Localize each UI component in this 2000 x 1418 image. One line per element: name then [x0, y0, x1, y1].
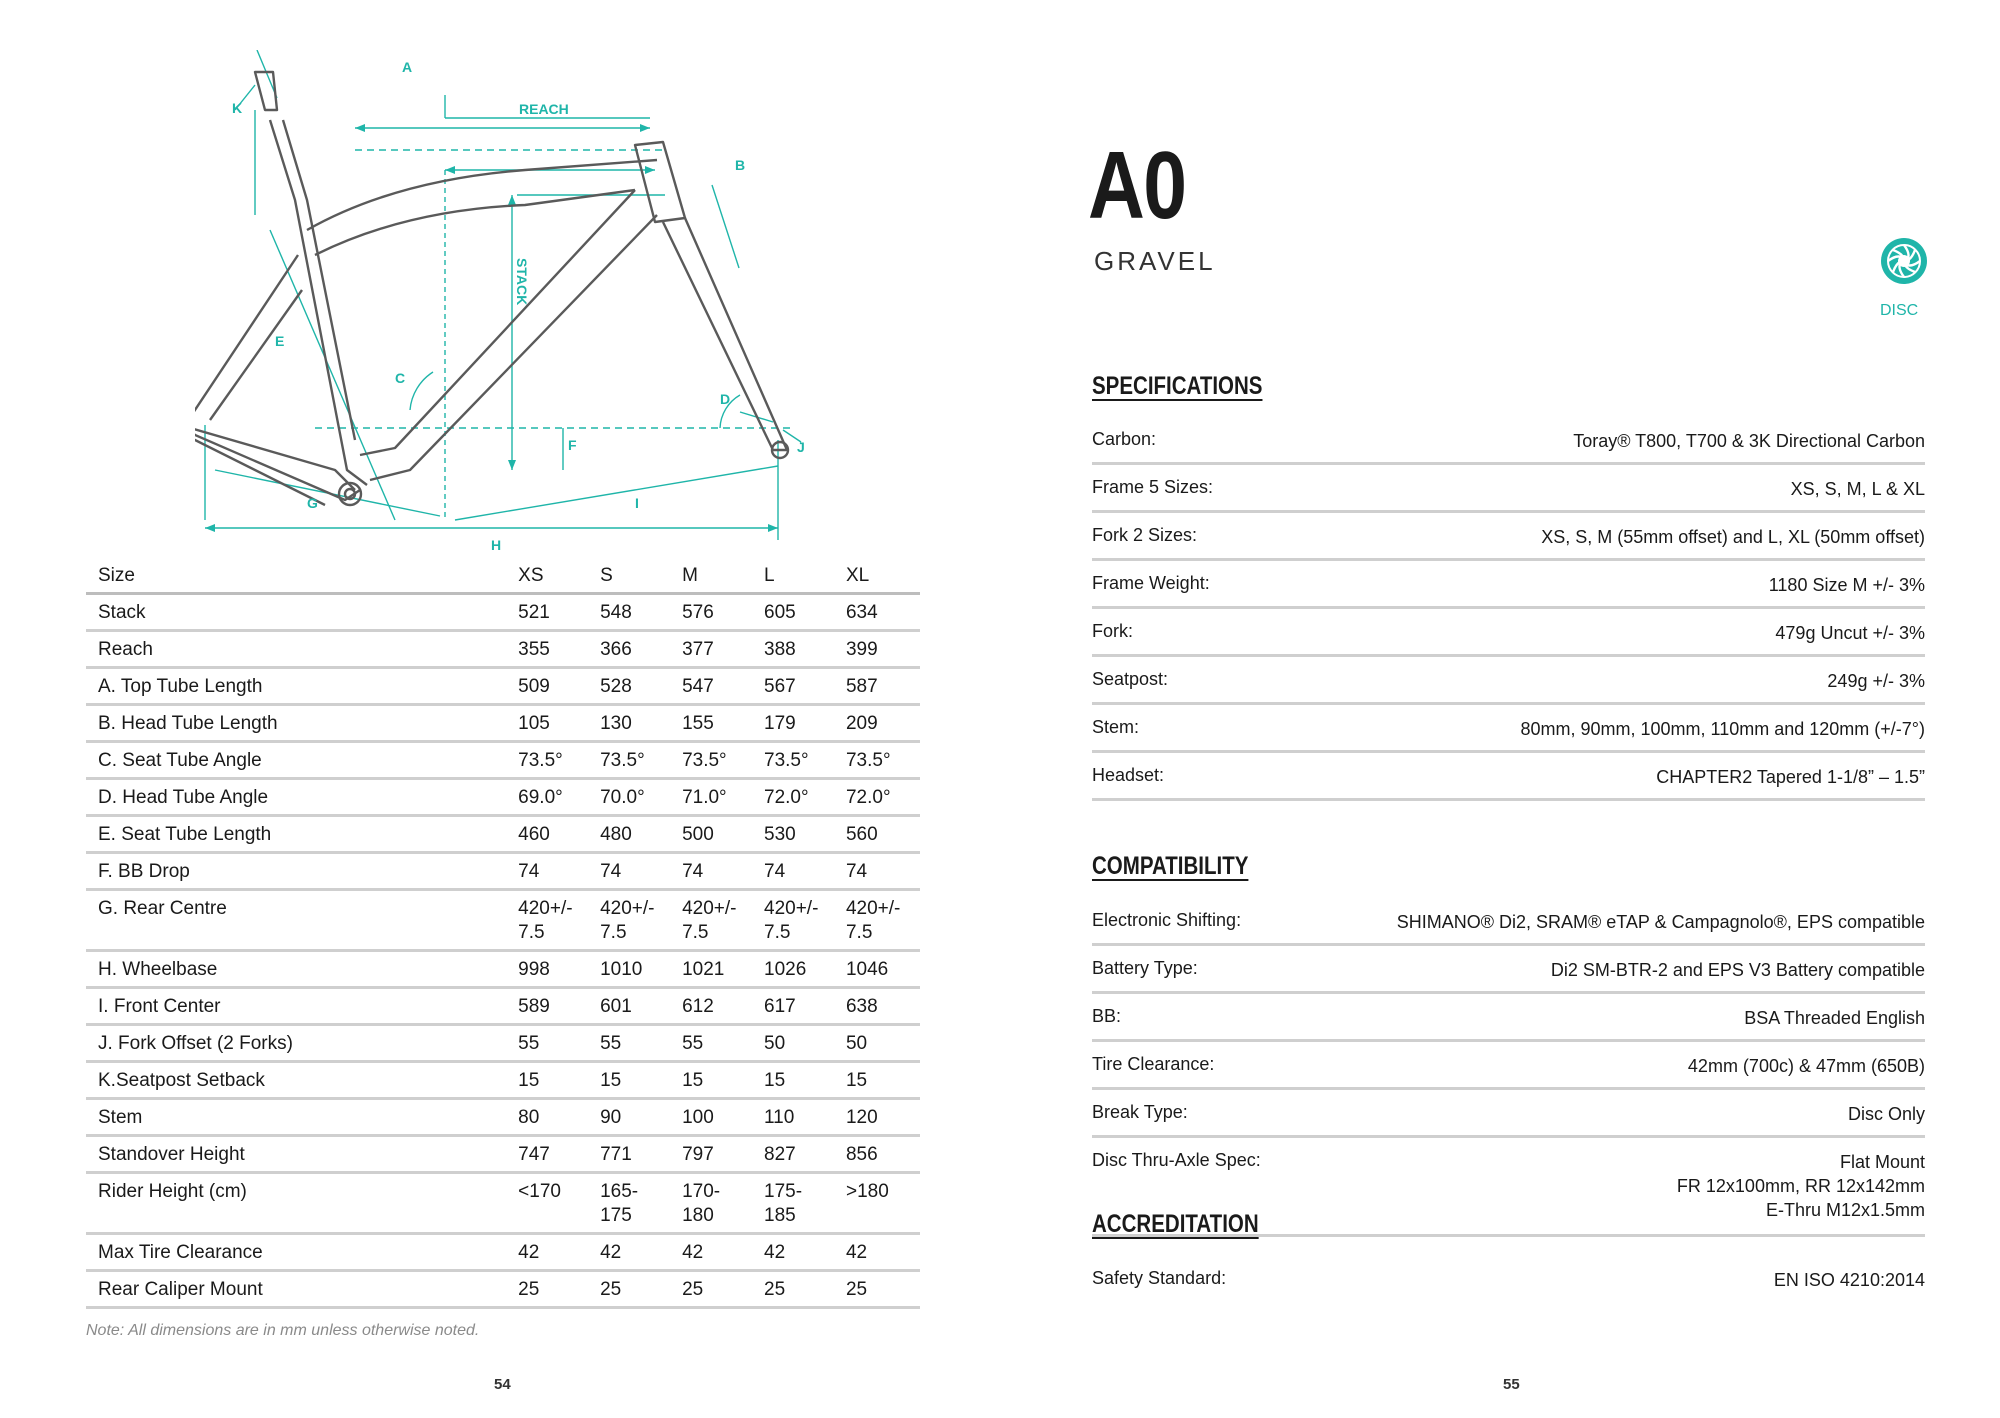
- compatibility-key: BB:: [1092, 1006, 1122, 1026]
- geometry-cell: 74: [674, 853, 756, 890]
- geometry-cell: 155: [674, 705, 756, 742]
- label-h: H: [491, 537, 502, 550]
- geometry-row: [86, 1062, 920, 1099]
- compatibility-row: [1092, 1090, 1925, 1138]
- geometry-row-label: B. Head Tube Length: [86, 705, 510, 742]
- geometry-cell: 15: [592, 1062, 674, 1099]
- geometry-row: [86, 705, 920, 742]
- compatibility-key: Break Type:: [1092, 1102, 1188, 1122]
- specifications-value: 249g +/- 3%: [1827, 671, 1925, 691]
- geometry-cell: 589: [510, 988, 592, 1025]
- geometry-cell: 90: [592, 1099, 674, 1136]
- compatibility-key: Electronic Shifting:: [1092, 910, 1242, 930]
- geometry-row: [86, 890, 920, 951]
- specifications-key: Stem:: [1092, 717, 1140, 737]
- page-number-left: 54: [494, 1376, 511, 1393]
- geometry-header-cell: Size: [86, 558, 510, 594]
- geometry-cell: 70.0°: [592, 779, 674, 816]
- page-number-right: 55: [1503, 1376, 1520, 1393]
- specifications-value: XS, S, M (55mm offset) and L, XL (50mm offset): [1541, 527, 1925, 547]
- geometry-cell: 1021: [674, 951, 756, 988]
- geometry-cell: 998: [510, 951, 592, 988]
- geometry-cell: 547: [674, 668, 756, 705]
- geometry-row-label: Rider Height (cm): [86, 1173, 510, 1234]
- geometry-cell: 856: [838, 1136, 920, 1173]
- specifications-key: Fork 2 Sizes:: [1092, 525, 1198, 545]
- geometry-row-label: K.Seatpost Setback: [86, 1062, 510, 1099]
- geometry-cell: 69.0°: [510, 779, 592, 816]
- geometry-row-label: A. Top Tube Length: [86, 668, 510, 705]
- geometry-cell: 25: [756, 1271, 838, 1308]
- geometry-cell: 42: [838, 1234, 920, 1271]
- geometry-cell: 420+/- 7.5: [592, 890, 674, 951]
- geometry-row: [86, 1025, 920, 1062]
- dim-line-i: [455, 466, 778, 520]
- compatibility-key: Tire Clearance:: [1092, 1054, 1215, 1074]
- geometry-cell: 120: [838, 1099, 920, 1136]
- geometry-cell: 530: [756, 816, 838, 853]
- specifications-row: [1092, 465, 1925, 513]
- geometry-cell: 72.0°: [756, 779, 838, 816]
- geometry-cell: 25: [674, 1271, 756, 1308]
- geometry-row-label: F. BB Drop: [86, 853, 510, 890]
- geometry-cell: 25: [838, 1271, 920, 1308]
- geometry-cell: 55: [510, 1025, 592, 1062]
- geometry-cell: 567: [756, 668, 838, 705]
- geometry-cell: 528: [592, 668, 674, 705]
- frame-geometry-diagram: [195, 50, 815, 550]
- geometry-row: [86, 1099, 920, 1136]
- geometry-row: [86, 1271, 920, 1308]
- specifications-row: [1092, 705, 1925, 753]
- accreditation-row: [1092, 1256, 1925, 1301]
- label-b: B: [735, 157, 746, 173]
- specifications-row: [1092, 561, 1925, 609]
- compatibility-value: 42mm (700c) & 47mm (650B): [1687, 1056, 1925, 1076]
- geometry-cell: 175- 185: [756, 1173, 838, 1234]
- geometry-row: [86, 853, 920, 890]
- geometry-row-label: Standover Height: [86, 1136, 510, 1173]
- geometry-cell: 420+/- 7.5: [756, 890, 838, 951]
- geometry-cell: 420+/- 7.5: [838, 890, 920, 951]
- specifications-heading: SPECIFICATIONS: [1092, 372, 1263, 400]
- geometry-header-cell: XS: [510, 558, 592, 594]
- geometry-cell: 509: [510, 668, 592, 705]
- disc-brake-icon: [1879, 236, 1929, 286]
- geometry-cell: 355: [510, 631, 592, 668]
- specifications-row: [1092, 609, 1925, 657]
- geometry-row-label: H. Wheelbase: [86, 951, 510, 988]
- geometry-cell: 73.5°: [838, 742, 920, 779]
- geometry-cell: 73.5°: [510, 742, 592, 779]
- geometry-cell: 521: [510, 594, 592, 631]
- specifications-value: CHAPTER2 Tapered 1-1/8” – 1.5”: [1656, 767, 1925, 787]
- geometry-cell: 634: [838, 594, 920, 631]
- geometry-row-label: E. Seat Tube Length: [86, 816, 510, 853]
- geometry-cell: 399: [838, 631, 920, 668]
- geometry-header-cell: M: [674, 558, 756, 594]
- geometry-cell: 638: [838, 988, 920, 1025]
- geometry-cell: 74: [510, 853, 592, 890]
- geometry-cell: 388: [756, 631, 838, 668]
- geometry-cell: 377: [674, 631, 756, 668]
- geometry-cell: 42: [756, 1234, 838, 1271]
- geometry-cell: 15: [674, 1062, 756, 1099]
- compatibility-value: BSA Threaded English: [1744, 1008, 1925, 1028]
- specifications-row: [1092, 417, 1925, 465]
- geometry-cell: 500: [674, 816, 756, 853]
- geometry-cell: 827: [756, 1136, 838, 1173]
- geometry-cell: 420+/- 7.5: [510, 890, 592, 951]
- geometry-row: [86, 779, 920, 816]
- geometry-row-label: Stack: [86, 594, 510, 631]
- specifications-value: Toray® T800, T700 & 3K Directional Carbon: [1573, 431, 1925, 451]
- accreditation-heading: ACCREDITATION: [1092, 1210, 1259, 1238]
- geometry-cell: 50: [756, 1025, 838, 1062]
- accreditation-key: Safety Standard:: [1092, 1268, 1227, 1288]
- specifications-key: Frame 5 Sizes:: [1092, 477, 1214, 497]
- specifications-value: 479g Uncut +/- 3%: [1775, 623, 1925, 643]
- geometry-cell: 50: [838, 1025, 920, 1062]
- geometry-cell: 601: [592, 988, 674, 1025]
- geometry-cell: 165- 175: [592, 1173, 674, 1234]
- label-f: F: [568, 437, 577, 453]
- geometry-row-label: Stem: [86, 1099, 510, 1136]
- right-page: [1000, 0, 2000, 1418]
- label-a: A: [402, 59, 413, 75]
- specifications-row: [1092, 657, 1925, 705]
- geometry-cell: 1046: [838, 951, 920, 988]
- compatibility-row: [1092, 946, 1925, 994]
- label-i: I: [635, 495, 639, 511]
- geometry-cell: 587: [838, 668, 920, 705]
- geometry-cell: 25: [510, 1271, 592, 1308]
- geometry-cell: 420+/- 7.5: [674, 890, 756, 951]
- geometry-row-label: J. Fork Offset (2 Forks): [86, 1025, 510, 1062]
- compatibility-heading: COMPATIBILITY: [1092, 852, 1249, 880]
- geometry-cell: 612: [674, 988, 756, 1025]
- geometry-row: [86, 668, 920, 705]
- geometry-header-cell: XL: [838, 558, 920, 594]
- geometry-cell: 1026: [756, 951, 838, 988]
- specifications-key: Carbon:: [1092, 429, 1157, 449]
- label-j: J: [797, 439, 805, 455]
- geometry-cell: 548: [592, 594, 674, 631]
- geometry-cell: 42: [674, 1234, 756, 1271]
- arc-c: [410, 372, 433, 410]
- geometry-header-cell: L: [756, 558, 838, 594]
- compatibility-row: [1092, 994, 1925, 1042]
- specifications-key: Seatpost:: [1092, 669, 1169, 689]
- bike-frame: [195, 72, 788, 505]
- geometry-row: [86, 1173, 920, 1234]
- geometry-cell: 100: [674, 1099, 756, 1136]
- geometry-cell: 179: [756, 705, 838, 742]
- dimensions-note: Note: All dimensions are in mm unless otherwise noted.: [86, 1322, 480, 1339]
- geometry-row: [86, 594, 920, 631]
- geometry-row: [86, 742, 920, 779]
- geometry-cell: 42: [510, 1234, 592, 1271]
- geometry-cell: 74: [838, 853, 920, 890]
- geometry-cell: 15: [756, 1062, 838, 1099]
- geometry-cell: 73.5°: [592, 742, 674, 779]
- geometry-cell: 74: [756, 853, 838, 890]
- geometry-cell: 209: [838, 705, 920, 742]
- label-g: G: [307, 495, 318, 511]
- geometry-cell: 71.0°: [674, 779, 756, 816]
- geometry-row: [86, 988, 920, 1025]
- geometry-cell: 771: [592, 1136, 674, 1173]
- geometry-cell: 480: [592, 816, 674, 853]
- geometry-table: [86, 558, 920, 1309]
- model-title: A0: [1088, 132, 1186, 239]
- specifications-value: 80mm, 90mm, 100mm, 110mm and 120mm (+/-7°): [1520, 719, 1925, 739]
- geometry-cell: 747: [510, 1136, 592, 1173]
- geometry-cell: 42: [592, 1234, 674, 1271]
- geometry-row: [86, 1136, 920, 1173]
- geometry-cell: 15: [510, 1062, 592, 1099]
- disc-label: DISC: [1880, 302, 1919, 319]
- geometry-header-row: [86, 558, 920, 594]
- specifications-key: Frame Weight:: [1092, 573, 1210, 593]
- label-k: K: [232, 100, 243, 116]
- geometry-cell: >180: [838, 1173, 920, 1234]
- geometry-cell: 576: [674, 594, 756, 631]
- geometry-row-label: G. Rear Centre: [86, 890, 510, 951]
- compatibility-value: SHIMANO® Di2, SRAM® eTAP & Campagnolo®, EPS compatible: [1396, 912, 1925, 932]
- geometry-cell: <170: [510, 1173, 592, 1234]
- geometry-row: [86, 951, 920, 988]
- compatibility-row: [1092, 1042, 1925, 1090]
- geometry-row-label: Max Tire Clearance: [86, 1234, 510, 1271]
- geometry-row-label: C. Seat Tube Angle: [86, 742, 510, 779]
- compatibility-value: Flat Mount FR 12x100mm, RR 12x142mm E-Thru M12x1.5mm: [1676, 1152, 1925, 1220]
- geometry-cell: 74: [592, 853, 674, 890]
- compatibility-key: Disc Thru-Axle Spec:: [1092, 1150, 1261, 1170]
- label-d: D: [720, 391, 731, 407]
- geometry-cell: 110: [756, 1099, 838, 1136]
- dim-line-b: [712, 185, 739, 268]
- label-reach: REACH: [519, 101, 569, 117]
- geometry-cell: 105: [510, 705, 592, 742]
- geometry-row-label: Reach: [86, 631, 510, 668]
- geometry-cell: 605: [756, 594, 838, 631]
- geometry-header-cell: S: [592, 558, 674, 594]
- specifications-key: Fork:: [1092, 621, 1134, 641]
- geometry-row: [86, 1234, 920, 1271]
- geometry-cell: 1010: [592, 951, 674, 988]
- label-stack: STACK: [514, 258, 530, 306]
- geometry-row-label: Rear Caliper Mount: [86, 1271, 510, 1308]
- compatibility-key: Battery Type:: [1092, 958, 1198, 978]
- geometry-row-label: I. Front Center: [86, 988, 510, 1025]
- specifications-row: [1092, 753, 1925, 801]
- geometry-cell: 25: [592, 1271, 674, 1308]
- geometry-cell: 55: [674, 1025, 756, 1062]
- compatibility-value: Disc Only: [1847, 1104, 1925, 1124]
- geometry-row: [86, 816, 920, 853]
- accreditation-value: EN ISO 4210:2014: [1773, 1270, 1925, 1290]
- compatibility-value: Di2 SM-BTR-2 and EPS V3 Battery compatible: [1550, 960, 1925, 980]
- geometry-cell: 130: [592, 705, 674, 742]
- geometry-cell: 72.0°: [838, 779, 920, 816]
- model-category: GRAVEL: [1094, 246, 1216, 276]
- label-e: E: [275, 333, 285, 349]
- geometry-cell: 560: [838, 816, 920, 853]
- specifications-row: [1092, 513, 1925, 561]
- geometry-cell: 55: [592, 1025, 674, 1062]
- label-c: C: [395, 370, 406, 386]
- geometry-cell: 797: [674, 1136, 756, 1173]
- geometry-cell: 460: [510, 816, 592, 853]
- specifications-key: Headset:: [1092, 765, 1165, 785]
- geometry-cell: 73.5°: [674, 742, 756, 779]
- specifications-value: 1180 Size M +/- 3%: [1768, 575, 1925, 595]
- geometry-cell: 73.5°: [756, 742, 838, 779]
- geometry-row: [86, 631, 920, 668]
- geometry-cell: 366: [592, 631, 674, 668]
- geometry-cell: 170- 180: [674, 1173, 756, 1234]
- geometry-cell: 15: [838, 1062, 920, 1099]
- geometry-cell: 617: [756, 988, 838, 1025]
- geometry-cell: 80: [510, 1099, 592, 1136]
- specifications-value: XS, S, M, L & XL: [1790, 479, 1925, 499]
- geometry-row-label: D. Head Tube Angle: [86, 779, 510, 816]
- compatibility-row: [1092, 898, 1925, 946]
